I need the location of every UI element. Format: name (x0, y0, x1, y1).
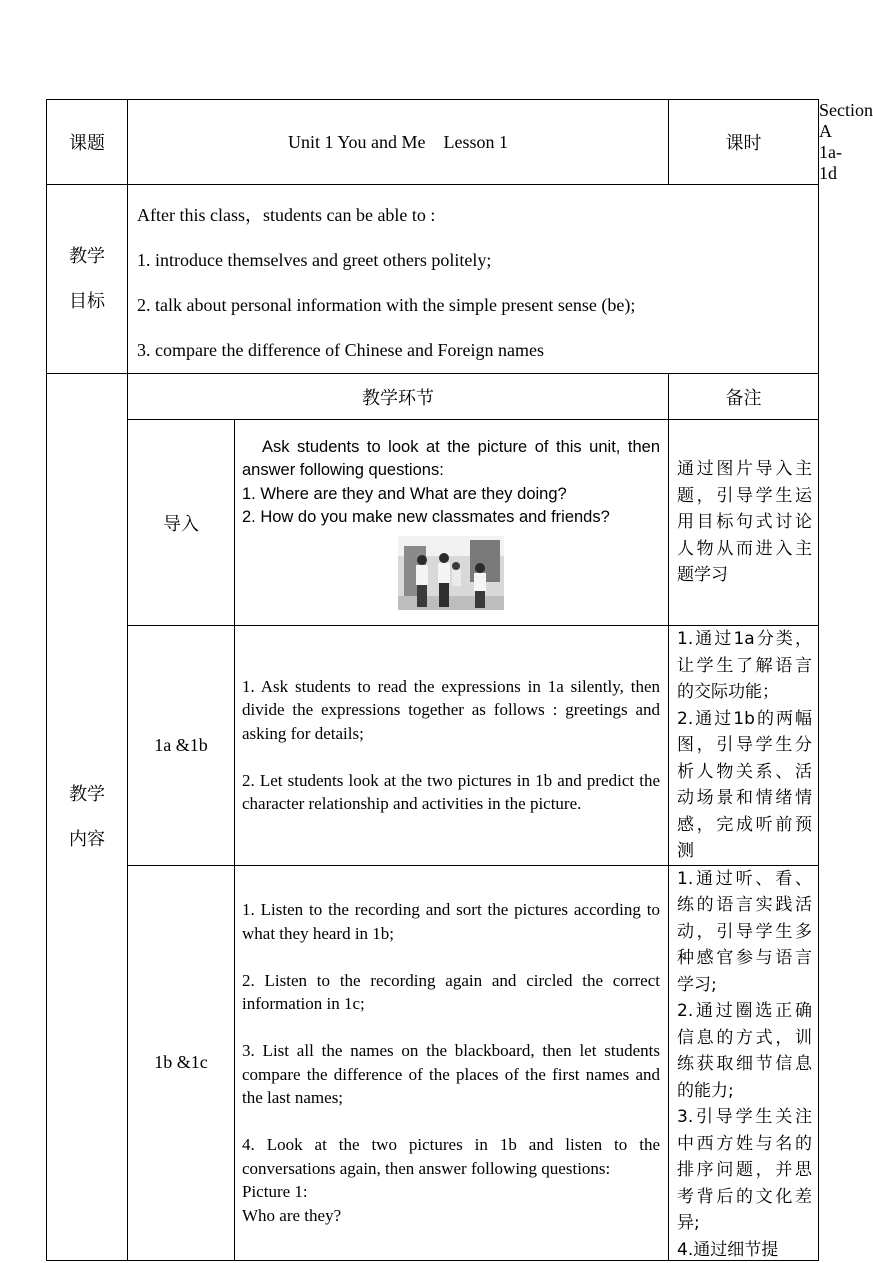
notes-cell: 1.通过1a分类，让学生了解语言的交际功能； 2.通过1b的两幅图，引导学生分析人物关系、活动场景和情绪情感，完成听前预测 (669, 626, 819, 866)
notes-cell: 通过图片导入主题，引导学生运用目标句式讨论人物从而进入主题学习 (669, 420, 819, 626)
objective-item: 2. talk about personal information with the simple present sense (be); (137, 295, 636, 315)
stage-label: 导入 (128, 420, 235, 626)
classroom-photo (398, 536, 504, 610)
objectives-row (47, 185, 819, 374)
header-row: 课题 Unit 1 You and Me Lesson 1 课时 Section A 1a-1d (47, 100, 819, 185)
lesson-plan-table (46, 99, 873, 1261)
process-cell: 1. Ask students to read the expressions in 1a silently, then divide the expressions together as follows : greetings and asking for details; 2. Let students look at the two pictures in 1b and predict the character relationship and activities in the picture. (235, 626, 669, 866)
stage-label: 1b &1c (128, 865, 235, 1260)
process-cell: 1. Listen to the recording and sort the pictures according to what they heard in 1b; 2. Listen to the recording again and circled the correct information in 1c; 3. List all the names on the blackboard, then let students compare the difference of the places of the first names and the last names; 4. Look at the two pictures in 1b and listen to the conversations again, then answer following questions: Picture 1: Who are they? (235, 865, 669, 1260)
notes-cell: 1.通过听、看、练的语言实践活动，引导学生多种感官参与语言学习; 2.通过圈选正确信息的方式，训练获取细节信息的能力; 3.引导学生关注中西方姓与名的排序问题，并思考背后的文化差异; 4.通过细节提 (669, 865, 819, 1260)
objective-item: 3. compare the difference of Chinese and Foreign names (137, 340, 545, 360)
stage-label: 1a &1b (128, 626, 235, 866)
topic-value: Unit 1 You and Me Lesson 1 (128, 100, 669, 185)
notes-column-header: 备注 (669, 374, 819, 420)
period-label: 课时 (669, 100, 819, 185)
process-column-header: 教学环节 (128, 374, 669, 420)
stage-row-1b-1c (47, 865, 819, 1260)
stage-row-1a-1b (47, 626, 819, 866)
content-header-row (47, 374, 819, 420)
stage-row-intro (47, 420, 819, 626)
objectives-list (128, 185, 819, 374)
process-cell: Ask students to look at the picture of this unit, then answer following questions: 1. Where are they and What are they doing? 2. How do you make new classmates and friends? (235, 420, 669, 626)
objective-item: 1. introduce themselves and greet others politely; (137, 250, 492, 270)
content-label: 教学 内容 (47, 374, 128, 1261)
objectives-label: 教学 目标 (47, 185, 128, 374)
topic-label: 课题 (47, 100, 128, 185)
objective-intro: After this class，students can be able to : (137, 205, 436, 225)
